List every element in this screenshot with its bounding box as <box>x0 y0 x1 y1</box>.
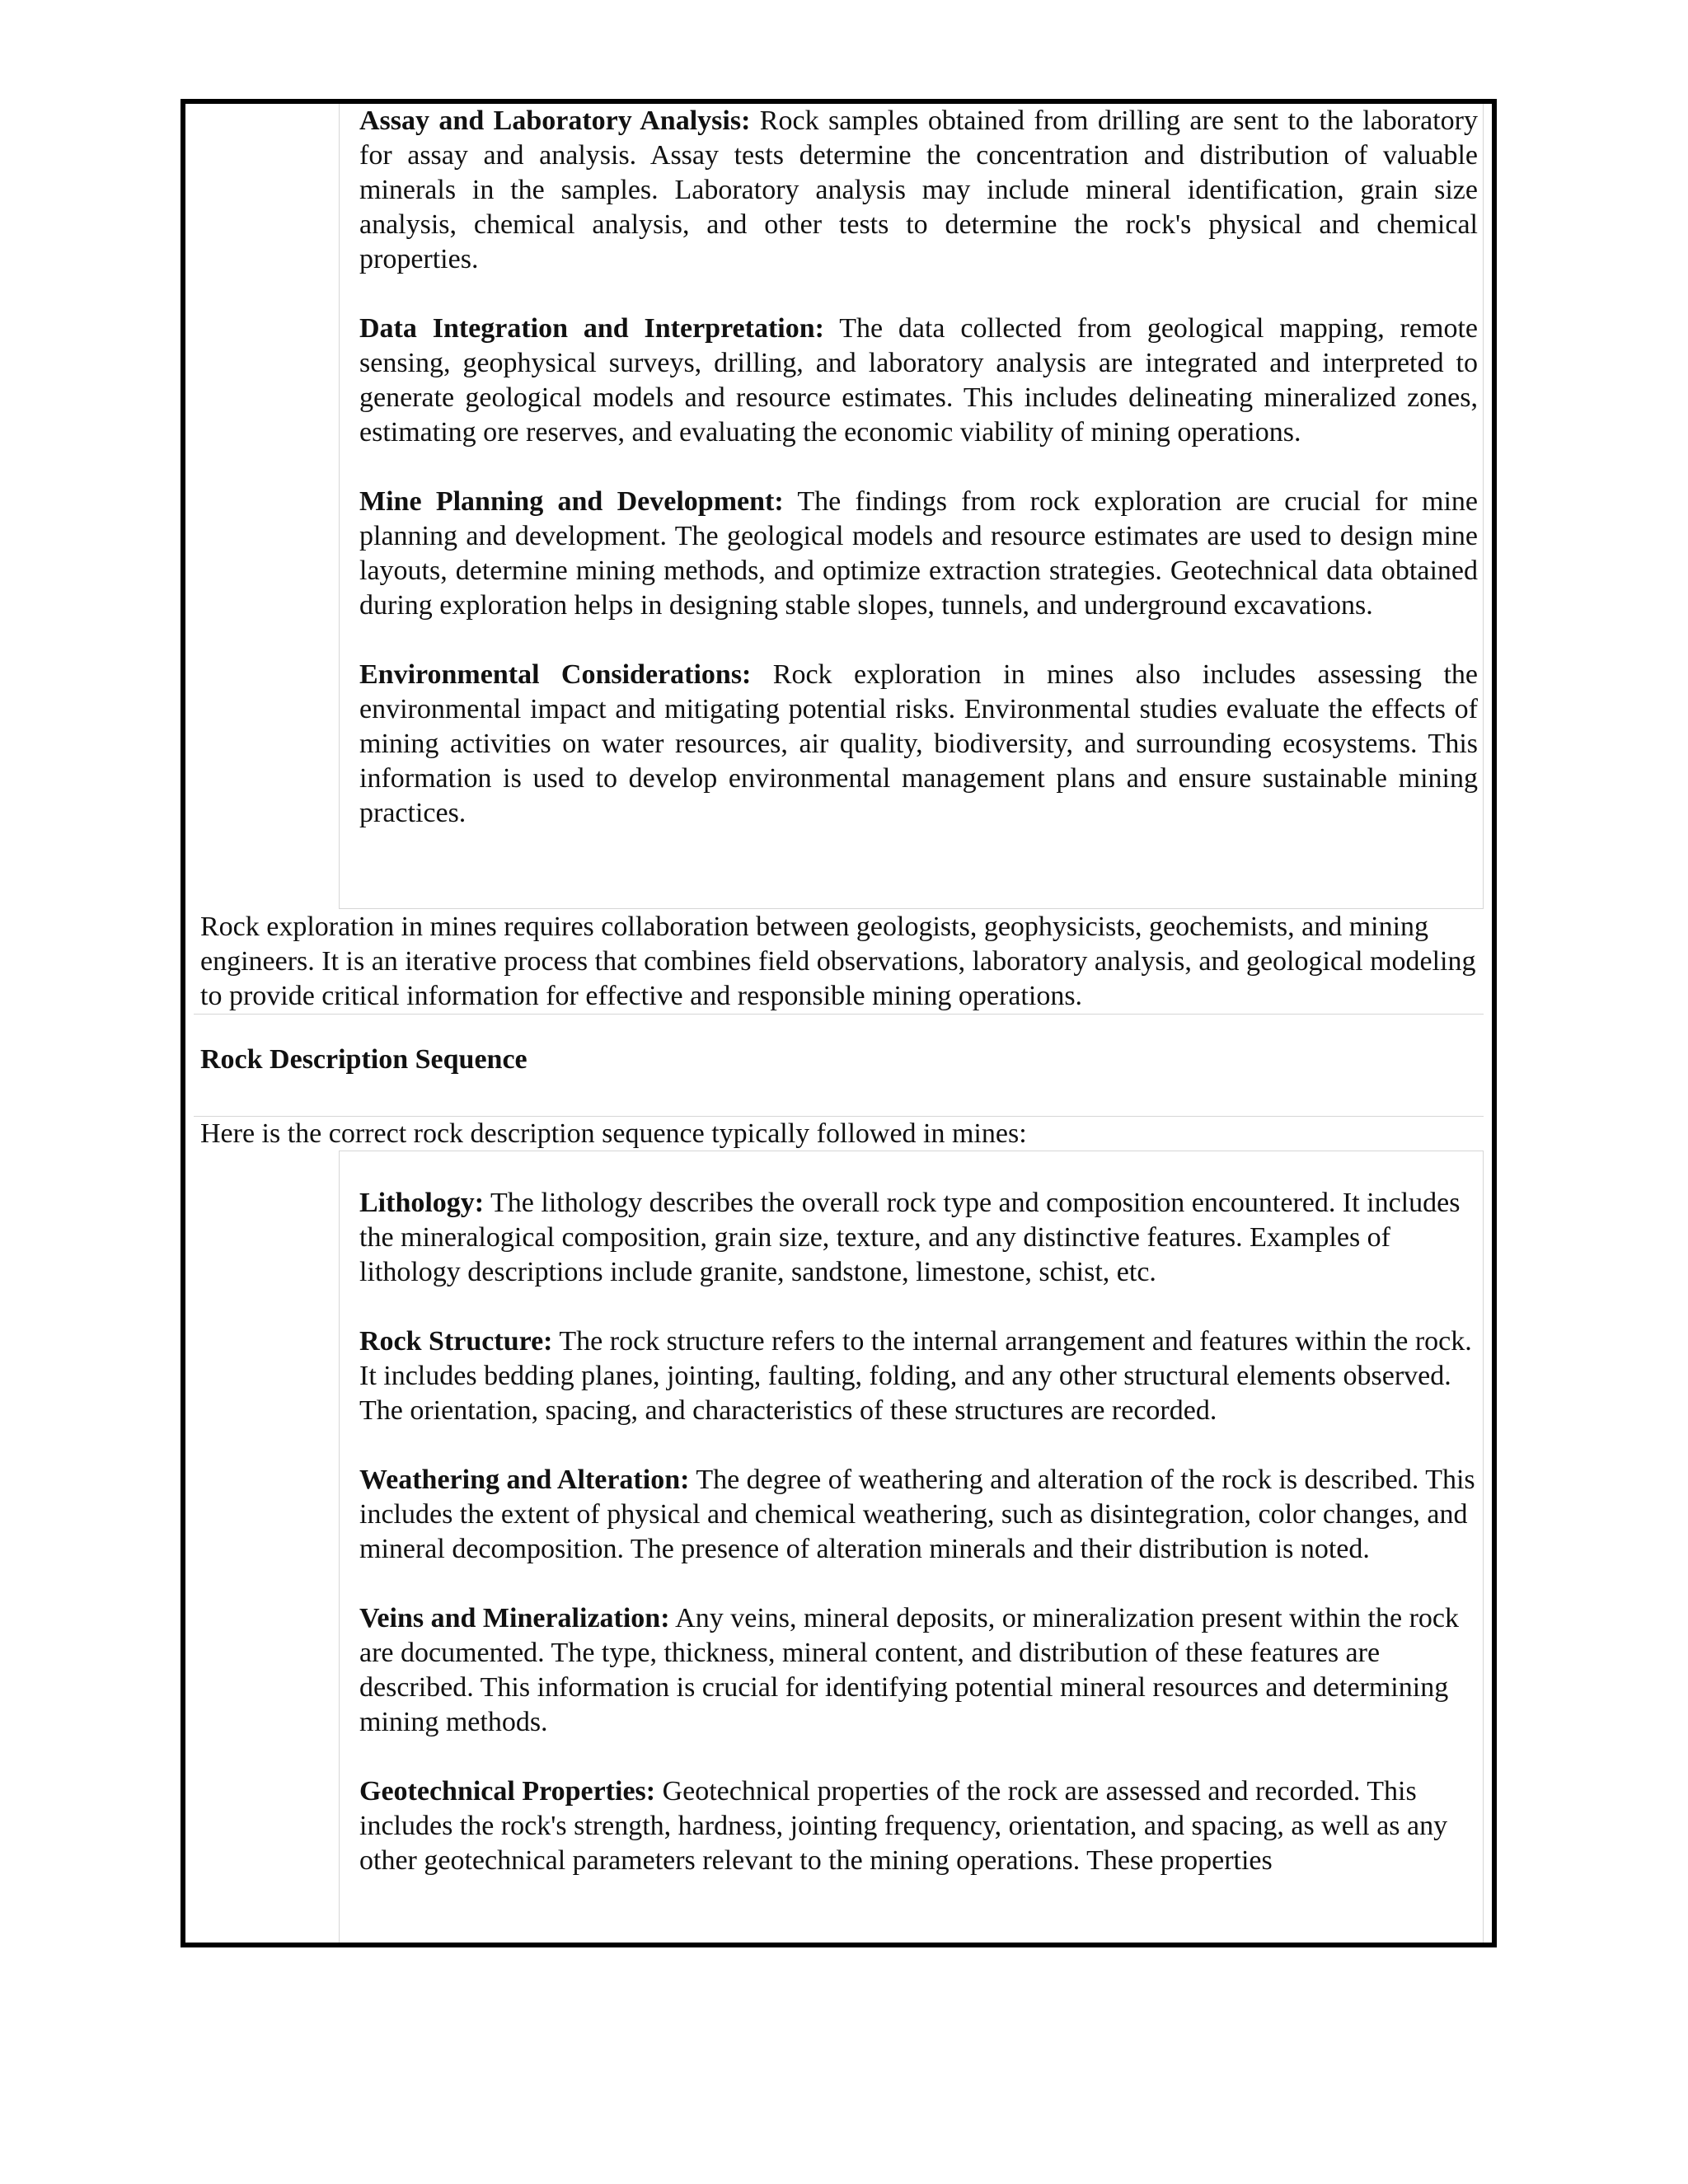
step-text: The findings from rock exploration are crucial for mine planning and development. The geological models and resource estimates are used to design mine layouts, determine mining methods, and optimize extraction strategies. Geotechnical data obtained during exploration helps in designing stable slopes, tunnels, and underground excavations. <box>359 486 1478 621</box>
step-text: Rock samples obtained from drilling are sent to the laboratory for assay and analysis. Assay tests determine the concentration and distribution of valuable minerals in the samples. Laboratory analysis may include mineral identification, grain size analysis, chemical analysis, and other tests to determine the rock's physical and chemical properties. <box>359 105 1478 274</box>
exploration-steps-block <box>339 104 1484 909</box>
document-frame <box>181 99 1497 1947</box>
step-weathering <box>359 1463 1478 1567</box>
step-term: Environmental Considerations: <box>359 659 752 690</box>
step-veins <box>359 1601 1478 1740</box>
step-text: The degree of weathering and alteration of the rock is described. This includes the extent of physical and chemical weathering, such as disintegration, color changes, and mineral decomposition. The presence of alteration minerals and their distribution is noted. <box>359 1465 1475 1564</box>
step-text: Geotechnical properties of the rock are assessed and recorded. This includes the rock's strength, hardness, jointing frequency, orientation, and spacing, as well as any other geotechnical parameters relevant to the mining operations. These properties <box>359 1776 1448 1876</box>
step-rock-structure <box>359 1324 1478 1428</box>
step-text: The rock structure refers to the internal arrangement and features within the rock. It includes bedding planes, jointing, faulting, folding, and any other structural elements observed. The orientation, spacing, and characteristics of these structures are recorded. <box>359 1326 1472 1426</box>
step-data-integration <box>359 312 1478 450</box>
summary-paragraph: Rock exploration in mines requires collaboration between geologists, geophysicists, geochemists, and mining engineers. It is an iterative process that combines field observations, laboratory analysis, and geological modeling to provide critical information for effective and responsible mining operations. <box>194 909 1484 1015</box>
description-steps-block <box>339 1151 1484 1943</box>
step-term: Lithology: <box>359 1188 485 1218</box>
section-intro: Here is the correct rock description sequence typically followed in mines: <box>194 1116 1484 1151</box>
step-text: Rock exploration in mines also includes assessing the environmental impact and mitigating potential risks. Environmental studies evaluate the effects of mining activities on water resources, air quality, biodiversity, and surrounding ecosystems. This information is used to develop environmental management plans and ensure sustainable mining practices. <box>359 659 1478 828</box>
step-term: Data Integration and Interpretation: <box>359 313 824 344</box>
step-text: The data collected from geological mapping, remote sensing, geophysical surveys, drilling, and laboratory analysis are integrated and interpreted to generate geological models and resource estimates. This includes delineating mineralized zones, estimating ore reserves, and evaluating the economic viability of mining operations. <box>359 313 1478 448</box>
step-mine-planning <box>359 485 1478 623</box>
step-lithology <box>359 1186 1478 1290</box>
step-term: Assay and Laboratory Analysis: <box>359 105 751 136</box>
step-text: The lithology describes the overall rock type and composition encountered. It includes the mineralogical composition, grain size, texture, and any distinctive features. Examples of lithology descriptions include granite, sandstone, limestone, schist, etc. <box>359 1188 1461 1287</box>
section-heading: Rock Description Sequence <box>200 1044 528 1075</box>
step-term: Weathering and Alteration: <box>359 1465 690 1495</box>
step-geotechnical <box>359 1774 1478 1878</box>
step-assay-analysis <box>359 104 1478 277</box>
step-text: Any veins, mineral deposits, or mineralization present within the rock are documented. The type, thickness, mineral content, and distribution of these features are described. This information is crucial for identifying potential mineral resources and determining mining methods. <box>359 1603 1459 1737</box>
step-term: Rock Structure: <box>359 1326 553 1357</box>
step-term: Mine Planning and Development: <box>359 486 784 517</box>
step-term: Veins and Mineralization: <box>359 1603 670 1633</box>
step-environmental <box>359 658 1478 831</box>
step-term: Geotechnical Properties: <box>359 1776 656 1807</box>
